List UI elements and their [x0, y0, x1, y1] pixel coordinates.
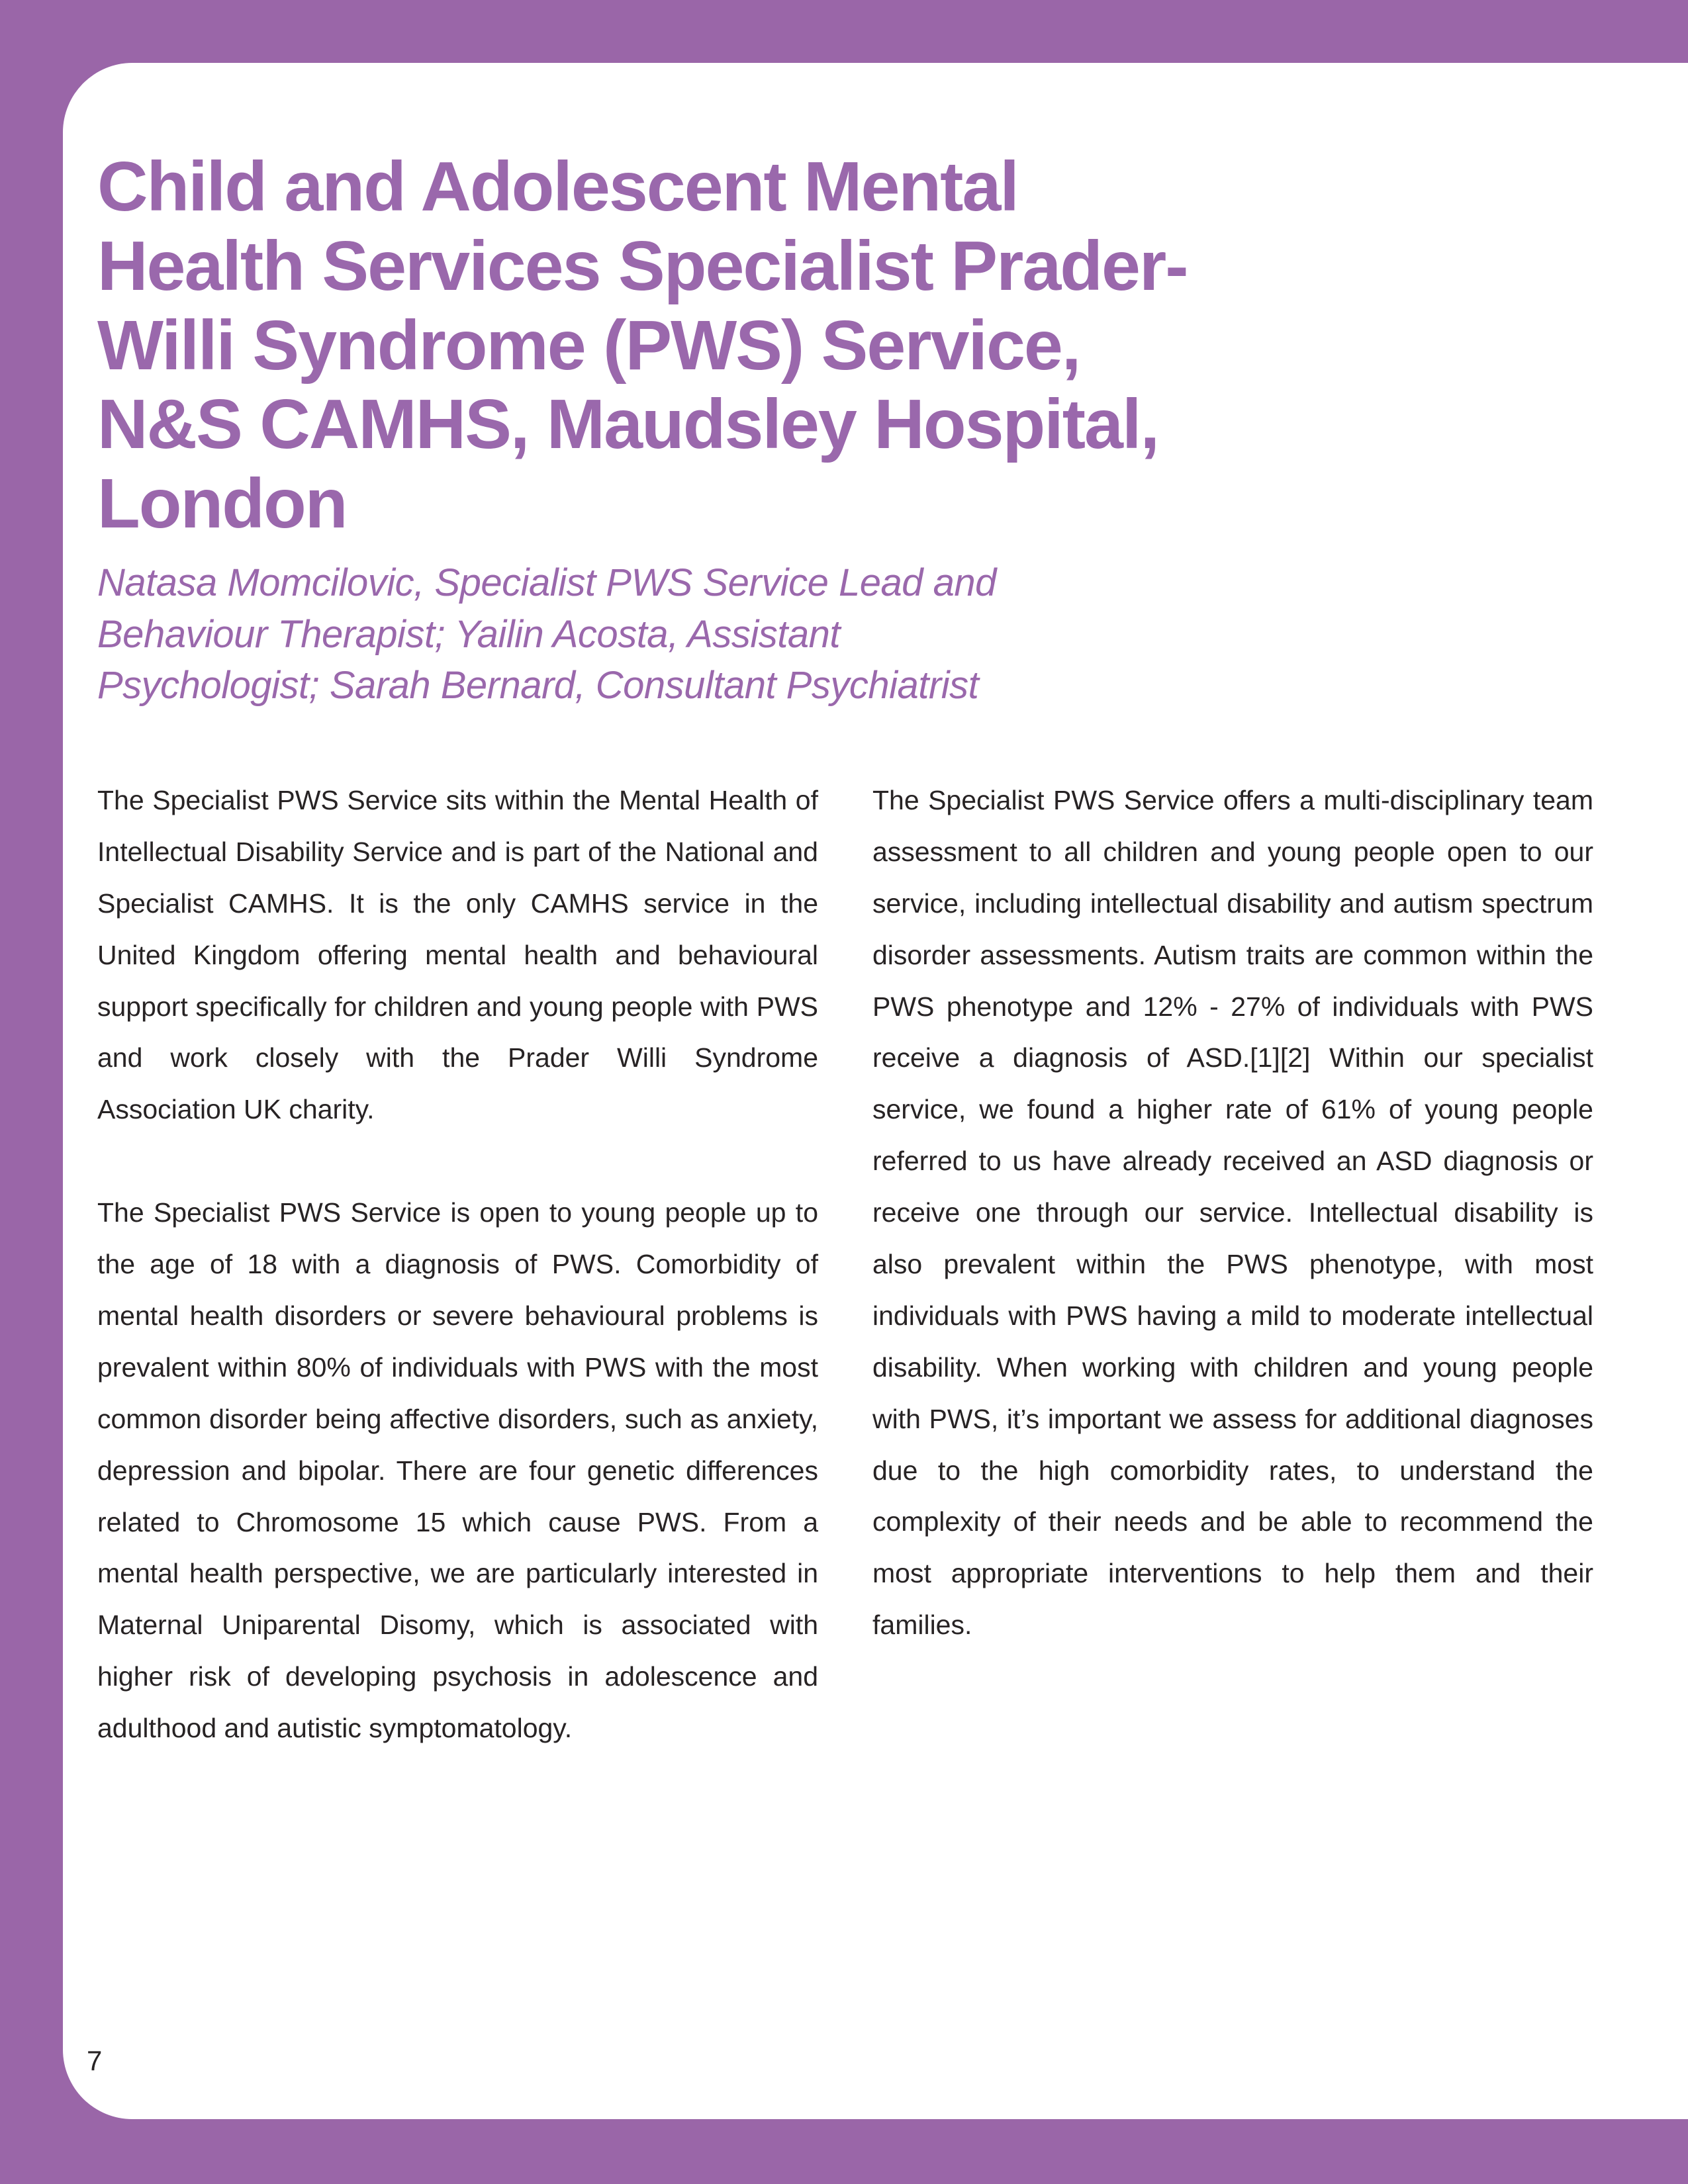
title-line: Child and Adolescent Mental: [97, 148, 1018, 226]
page-number: 7: [87, 2045, 103, 2076]
article-body: [97, 775, 1595, 1754]
left-column: [97, 775, 818, 1754]
article-header: [97, 148, 1595, 711]
title-line: Health Services Specialist Prader-: [97, 226, 1188, 305]
byline-line: Behaviour Therapist; Yailin Acosta, Assistant: [97, 612, 840, 656]
byline-line: Psychologist; Sarah Bernard, Consultant Psychiatrist: [97, 664, 979, 707]
right-column: [872, 775, 1593, 1754]
article-title: [97, 148, 1595, 544]
title-line: Willi Syndrome (PWS) Service,: [97, 306, 1080, 385]
content-sheet: [63, 63, 1688, 2119]
article-byline: [97, 557, 1595, 711]
paragraph: The Specialist PWS Service offers a multi-disciplinary team assessment to all children and young people open to our service, including intellectual disability and autism spectrum disorder assessments. Autism traits are common within the PWS phenotype and 12% - 27% of individuals with PWS receive a diagnosis of ASD.[1][2] Within our specialist service, we found a higher rate of 61% of young people referred to us have already received an ASD diagnosis or receive one through our service. Intellectual disability is also prevalent within the PWS phenotype, with most individuals with PWS having a mild to moderate intellectual disability. When working with children and young people with PWS, it’s important we assess for additional diagnoses due to the high comorbidity rates, to understand the complexity of their needs and be able to recommend the most appropriate interventions to help them and their families.: [872, 784, 1593, 1641]
byline-line: Natasa Momcilovic, Specialist PWS Service Lead and: [97, 561, 996, 604]
title-line: London: [97, 465, 347, 543]
paragraph: The Specialist PWS Service sits within the Mental Health of Intellectual Disability Service and is part of the National and Specialist CAMHS. It is the only CAMHS service in the United Kingdom offering mental health and behavioural support specifically for children and young people with PWS and work closely with the Prader Willi Syndrome Association UK charity.: [97, 784, 818, 1125]
paragraph: The Specialist PWS Service is open to young people up to the age of 18 with a diagnosis of PWS. Comorbidity of mental health disorders or severe behavioural problems is prevalent within 80% of individuals with PWS with the most common disorder being affective disorders, such as anxiety, depression and bipolar. There are four genetic differences related to Chromosome 15 which cause PWS. From a mental health perspective, we are particularly interested in Maternal Uniparental Disomy, which is associated with higher risk of developing psychosis in adolescence and adulthood and autistic symptomatology.: [97, 1197, 818, 1744]
title-line: N&S CAMHS, Maudsley Hospital,: [97, 385, 1158, 464]
page-content: [97, 148, 1595, 2119]
